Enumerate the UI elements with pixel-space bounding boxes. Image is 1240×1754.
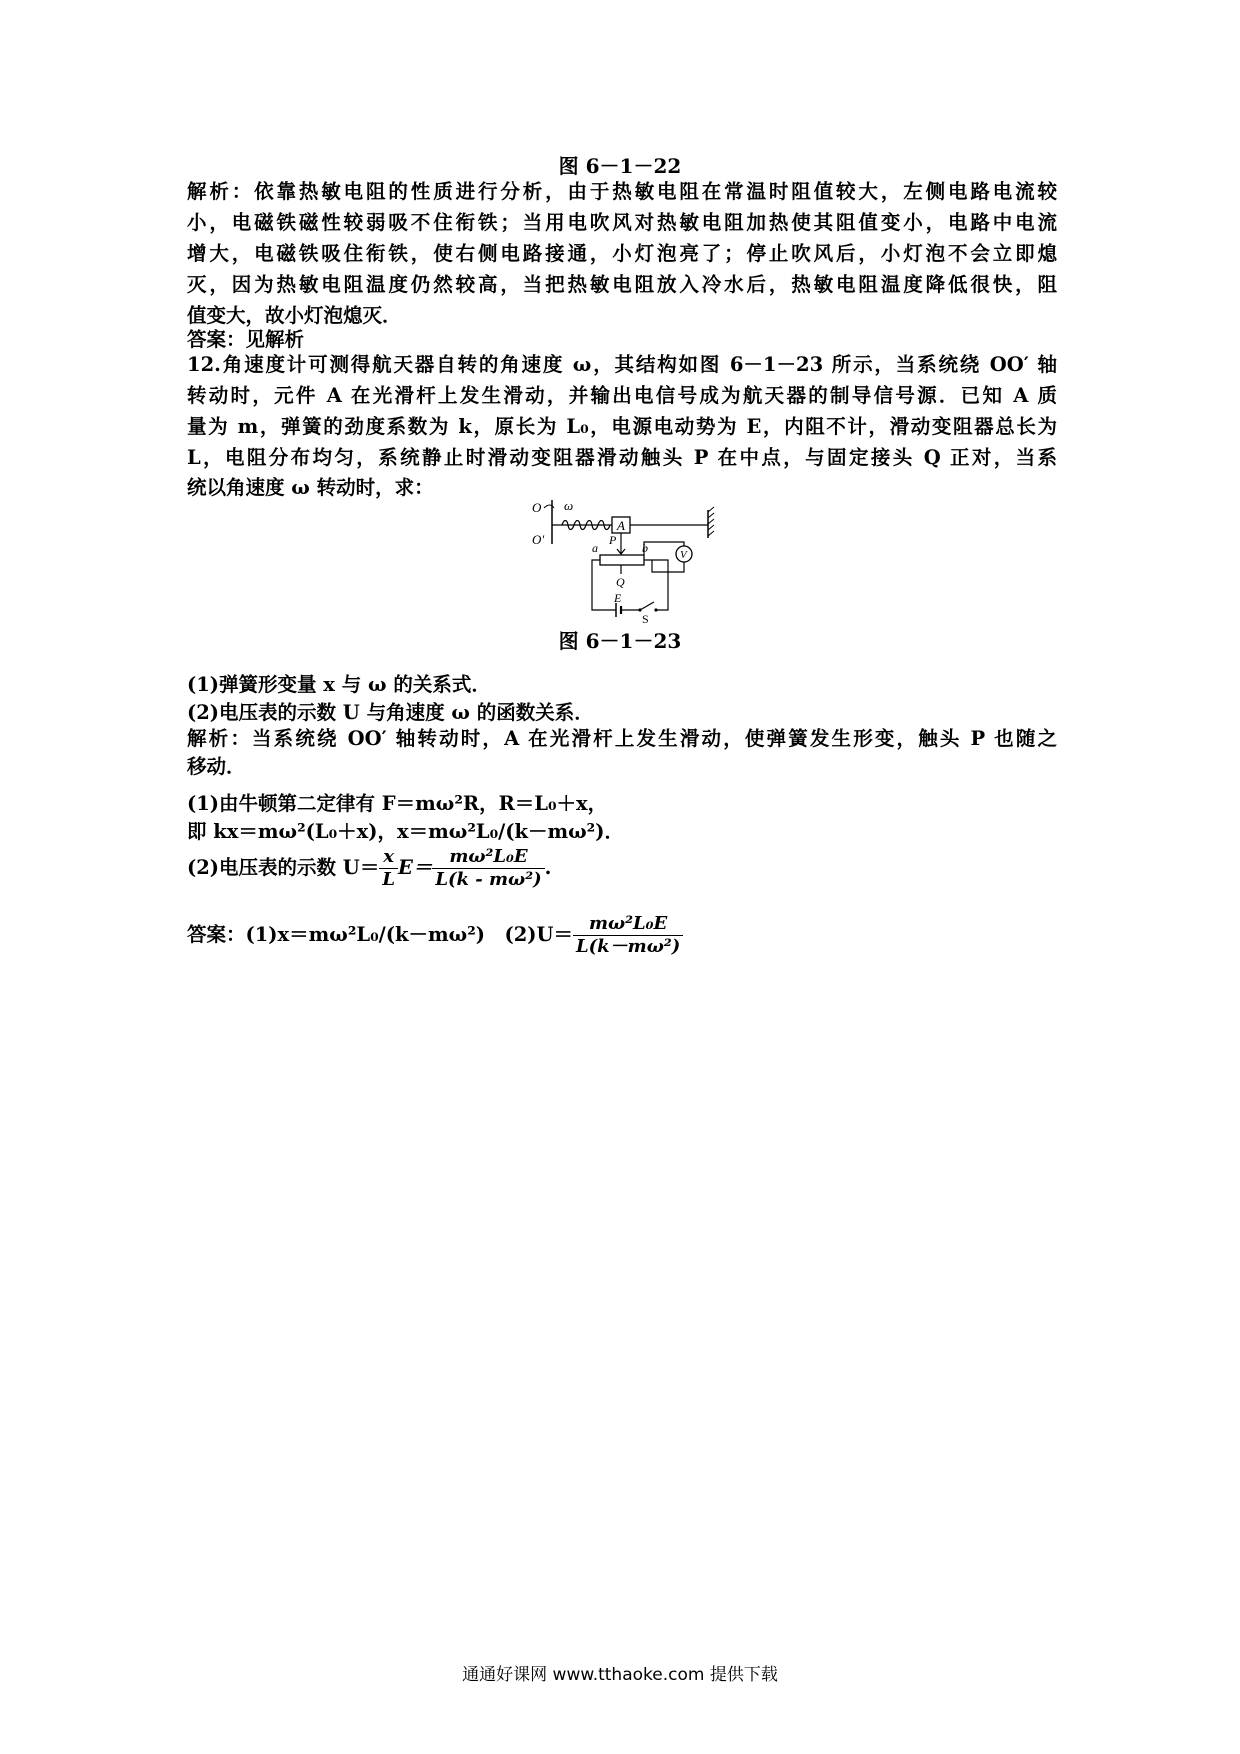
wall-hatch: [708, 507, 714, 536]
text-line: 小，电磁铁磁性较弱吸不住衔铁；当用电吹风对热敏电阻加热使其阻值变小，电路中电流: [187, 211, 1057, 234]
label-s: S: [642, 612, 649, 624]
fraction-result: [432, 846, 544, 891]
label-q: Q: [616, 575, 625, 589]
wire-left: [592, 560, 616, 610]
text-line: 统以角速度 ω 转动时，求：: [187, 476, 434, 499]
label-p: P: [609, 533, 617, 547]
step-2-mid: E＝: [397, 856, 433, 879]
step-2-end: .: [544, 856, 552, 879]
rheostat: [600, 555, 644, 565]
label-e: E: [614, 591, 622, 605]
text-line: 解析：依靠热敏电阻的性质进行分析，由于热敏电阻在常温时阻值较大，左侧电路电流较: [187, 180, 1057, 203]
label-v: V: [680, 549, 687, 561]
label-b: b: [642, 541, 648, 555]
fraction-x-over-l: [379, 846, 398, 891]
label-omega: ω: [564, 498, 574, 513]
text-line: 转动时，元件 A 在光滑杆上发生滑动，并输出电信号成为航天器的制导信号源．已知 A 质: [187, 384, 1057, 407]
step-2-equation: [187, 846, 551, 891]
label-o: O: [532, 500, 542, 515]
fraction-denominator: L(k－mω²): [576, 936, 681, 957]
text-line: 12.角速度计可测得航天器自转的角速度 ω，其结构如图 6－1－23 所示，当系统绕 OO′ 轴: [187, 353, 1057, 376]
figure-23-caption: 图 6－1－23: [558, 629, 682, 653]
footer-download-note: 通通好课网 www.tthaoke.com 提供下载: [462, 1665, 778, 1685]
fraction-numerator: mω²L₀E: [432, 846, 544, 869]
sub-question-1: (1)弹簧形变量 x 与 ω 的关系式．: [187, 673, 491, 696]
label-o-prime: O′: [532, 532, 545, 547]
fraction-denominator: L(k - mω²): [435, 869, 542, 890]
text-line: 灭，因为热敏电阻温度仍然较高，当把热敏电阻放入冷水后，热敏电阻温度降低很快，阻: [187, 273, 1057, 296]
step-2-prefix: (2)电压表的示数 U＝: [187, 856, 380, 879]
fraction-denominator: L: [382, 869, 395, 890]
text-line: L，电阻分布均匀，系统静止时滑动变阻器滑动触头 P 在中点，与固定接头 Q 正对，当系: [187, 446, 1057, 469]
answer-2-prefix: 答案：(1)x＝mω²L₀/(k－mω²) (2)U＝: [187, 923, 573, 946]
answer-2: [187, 913, 683, 958]
text-line: 量为 m，弹簧的劲度系数为 k，原长为 L₀，电源电动势为 E，内阻不计，滑动变阻器总长为: [187, 415, 1057, 438]
answer-fraction: [573, 913, 683, 958]
text-line: 解析：当系统绕 OO′ 轴转动时，A 在光滑杆上发生滑动，使弹簧发生形变，触头 P 也随之: [187, 727, 1057, 750]
text-line: 移动．: [187, 755, 246, 778]
text-line: 值变大，故小灯泡熄灭．: [187, 304, 402, 327]
figure-22-caption: 图 6－1－22: [558, 154, 682, 178]
fraction-numerator: mω²L₀E: [573, 913, 683, 936]
text-line: 增大，电磁铁吸住衔铁，使右侧电路接通，小灯泡亮了；停止吹风后，小灯泡不会立即熄: [187, 242, 1057, 265]
label-a-mass: A: [617, 518, 625, 533]
switch-s: [621, 560, 668, 610]
step-1a: (1)由牛顿第二定律有 F＝mω²R，R＝L₀＋x，: [187, 792, 608, 815]
wire-voltmeter-bottom: [644, 560, 684, 572]
label-a: a: [592, 541, 598, 555]
switch-contact: [654, 608, 657, 611]
answer-1: 答案：见解析: [187, 328, 305, 351]
step-1b: 即 kx＝mω²(L₀＋x)，x＝mω²L₀/(k－mω²)．: [187, 820, 624, 843]
sub-question-2: (2)电压表的示数 U 与角速度 ω 的函数关系．: [187, 701, 594, 724]
fraction-numerator: x: [379, 846, 398, 869]
figure-23-diagram: [530, 498, 720, 624]
